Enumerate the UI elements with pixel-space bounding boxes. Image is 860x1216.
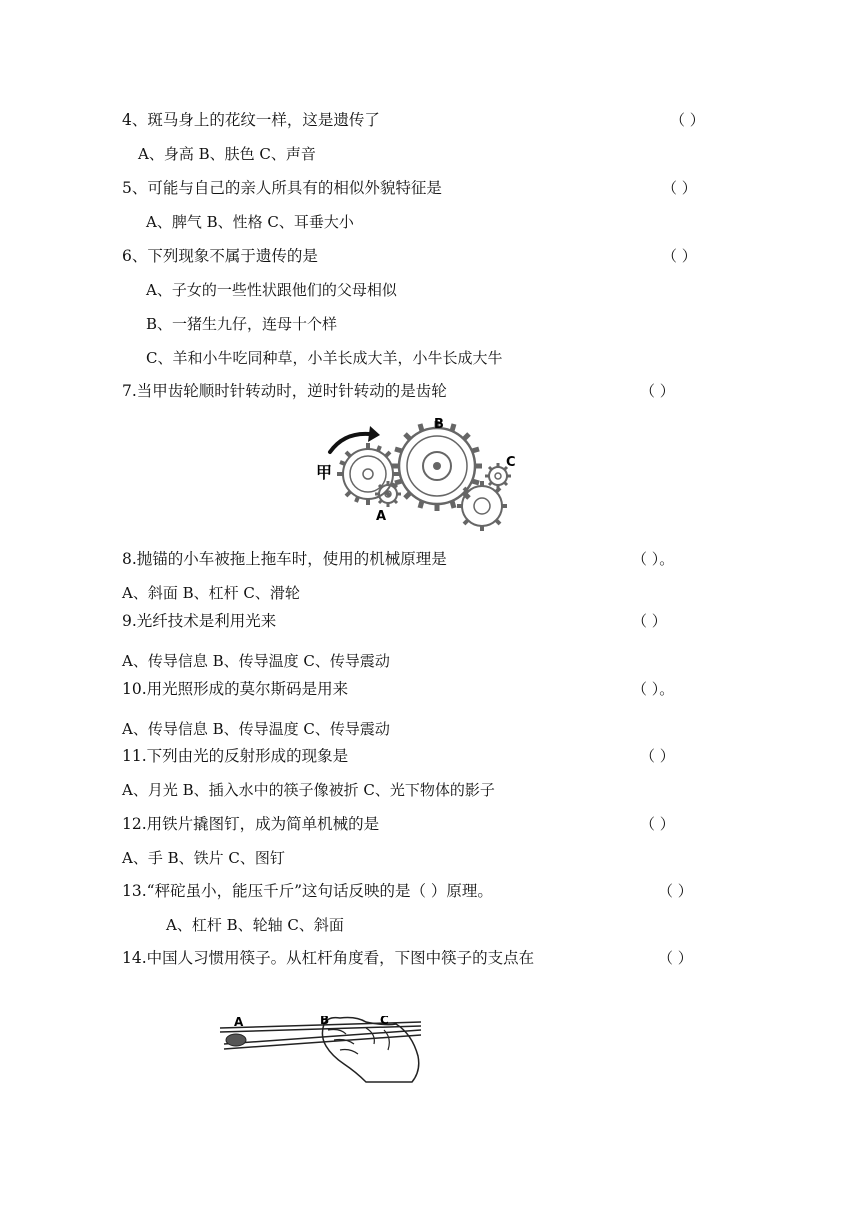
chopstick-label-a: A [234, 1016, 244, 1029]
answer-blank-9[interactable]: （ ） [632, 612, 667, 630]
question-6-option-c: C、羊和小牛吃同种草，小羊长成大羊，小牛长成大牛 [146, 349, 503, 367]
answer-blank-5[interactable]: （ ） [662, 179, 697, 197]
question-10-stem: 10.用光照形成的莫尔斯码是用来 [122, 680, 349, 698]
question-8-stem: 8.抛锚的小车被拖上拖车时，使用的机械原理是 [122, 550, 447, 568]
answer-blank-13[interactable]: （ ） [658, 882, 693, 900]
question-12-stem: 12.用铁片撬图钉，成为简单机械的是 [122, 815, 380, 833]
gear-label-jia: 甲 [316, 463, 333, 482]
question-13-stem: 13.“秤砣虽小，能压千斤”这句话反映的是（ ）原理。 [122, 882, 493, 900]
answer-blank-14[interactable]: （ ） [658, 949, 693, 967]
chopstick-label-c: C [380, 1016, 389, 1027]
answer-blank-11[interactable]: （ ） [640, 747, 675, 765]
question-11-stem: 11.下列由光的反射形成的现象是 [122, 747, 349, 765]
answer-blank-8[interactable]: （ ）。 [632, 550, 675, 568]
answer-blank-10[interactable]: （ ）。 [632, 680, 675, 698]
question-4-stem: 4、斑马身上的花纹一样，这是遗传了 [122, 111, 380, 129]
question-13-options: A、杠杆 B、轮轴 C、斜面 [166, 916, 344, 934]
answer-blank-6[interactable]: （ ） [662, 247, 697, 265]
gear-label-a: A [376, 509, 387, 524]
gears-figure [312, 414, 532, 538]
question-12-options: A、手 B、铁片 C、图钉 [122, 849, 285, 867]
question-11-options: A、月光 B、插入水中的筷子像被折 C、光下物体的影子 [122, 781, 495, 799]
question-5-stem: 5、可能与自己的亲人所具有的相似外貌特征是 [122, 179, 442, 197]
question-8-options: A、斜面 B、杠杆 C、滑轮 [122, 584, 300, 602]
question-7-stem: 7.当甲齿轮顺时针转动时，逆时针转动的是齿轮 [122, 382, 447, 400]
question-9-options: A、传导信息 B、传导温度 C、传导震动 [122, 652, 390, 670]
answer-blank-7[interactable]: （ ） [640, 382, 675, 400]
question-6-stem: 6、下列现象不属于遗传的是 [122, 247, 318, 265]
question-10-options: A、传导信息 B、传导温度 C、传导震动 [122, 720, 390, 738]
answer-blank-12[interactable]: （ ） [640, 815, 675, 833]
question-6-option-a: A、子女的一些性状跟他们的父母相似 [146, 281, 397, 299]
question-14-stem: 14.中国人习惯用筷子。从杠杆角度看，下图中筷子的支点在 [122, 949, 535, 967]
answer-blank-4[interactable]: （ ） [670, 111, 705, 129]
chopsticks-figure [216, 1016, 431, 1090]
question-5-options: A、脾气 B、性格 C、耳垂大小 [146, 213, 354, 231]
question-4-options: A、身高 B、肤色 C、声音 [138, 145, 316, 163]
gear-label-b: B [434, 417, 444, 432]
gear-label-c: C [506, 455, 516, 470]
question-9-stem: 9.光纤技术是利用光来 [122, 612, 277, 630]
question-6-option-b: B、一猪生九仔，连母十个样 [146, 315, 338, 333]
chopstick-label-b: B [320, 1016, 330, 1027]
